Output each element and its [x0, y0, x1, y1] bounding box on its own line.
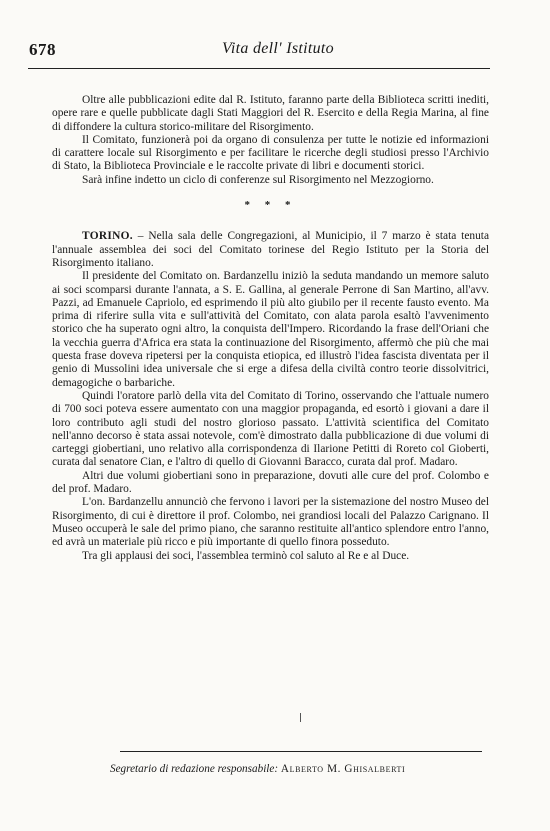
page-footer: [110, 763, 405, 775]
paragraph-museo: L'on. Bardanzellu annunciò che fervono i lavori per la sistemazione del nostro Museo del Risorgimento, di cui è direttore il prof. Colombo, nei grandiosi locali del Palazzo Carignano. Il Museo occuperà le sale del primo piano, che saranno restituite all'antico splendore entro l'anno, ed avrà un materiale più ricco e più importante di quello finora posseduto.: [52, 496, 489, 549]
paragraph-oratore: Quindi l'oratore parlò della vita del Comitato di Torino, osservando che l'attuale numero di 700 soci poteva essere aumentato con una maggior propaganda, ed esortò i giovani a dare il loro contributo agli studi del nostro glorioso passato. L'attività scientifica del Comitato nell'anno decorso è stata assai notevole, com'è dimostrato dalla pubblicazione di due volumi di carteggi giobertiani, uno relativo alla corrispondenza di Ilarione Petitti di Roreto col Gioberti, curata dal senatore Cian, e l'altro di quello di Giovanni Baracco, curata dal prof. Madaro.: [52, 389, 489, 469]
footer-rule: [120, 751, 482, 752]
footer-label: Segretario di redazione responsabile:: [110, 763, 279, 775]
footer-name: Alberto M. Ghisalberti: [280, 763, 406, 775]
page-number: 678: [29, 40, 56, 59]
lead-text: – Nella sala delle Congregazioni, al Municipio, il 7 marzo è stata tenuta l'annuale assemblea dei soci del Comitato torinese del Regio Istituto per la Storia del Risorgimento italiano.: [52, 230, 489, 269]
running-title: Vita dell' Istituto: [222, 40, 334, 57]
printer-mark: [300, 713, 301, 722]
paragraph-comitato: Il Comitato, funzionerà poi da organo di consulenza per tutte le notizie ed informazioni di carattere locale sul Risorgimento e per facilitare le ricerche degli studiosi presso l'Archivio di Stato, la Biblioteca Provinciale e le raccolte private di libri e documenti storici.: [52, 133, 489, 173]
section-separator: * * *: [244, 199, 297, 212]
paragraph-conferenze: Sarà infine indetto un ciclo di conferenze sul Risorgimento nel Mezzogiorno.: [82, 173, 434, 186]
paragraph-presidente: Il presidente del Comitato on. Bardanzellu iniziò la seduta mandando un memore saluto ai soci scomparsi durante l'annata, a S. E. Gallina, al generale Perrone di San Martino, all'avv. Pazzi, ad Emanuele Capriolo, ed esprimendo il più alto giubilo per il recente fausto evento. Ma prima di riferire sulla vita e sull'attività del Comitato, con alata parola esaltò l'avvenimento storico che ha superato ogni altro, la conquista dell'Impero. Ricordando la frase dell'Oriani che la vecchia guerra d'Africa era stata la continuazione del Risorgimento, affermò che più che mai questa frase doveva ripetersi per la conquista etiopica, ed illustrò l'idea fascista diventata per il genio di Mussolini idea universale che si erge a difesa della civiltà contro teorie dissolvitrici, demagogiche o barbariche.: [52, 270, 489, 389]
page-header: [0, 40, 550, 60]
paragraph-torino-lead: [52, 230, 489, 270]
paragraph-conclusione: Tra gli applausi dei soci, l'assemblea terminò col saluto al Re e al Duce.: [82, 549, 410, 562]
paragraph-biblioteca: Oltre alle pubblicazioni edite dal R. Istituto, faranno parte della Biblioteca scritti inediti, opere rare e quelle pubblicate dagli Stati Maggiori del R. Esercito e della Regia Marina, al fine di diffondere la cultura storico-militare del Risorgimento.: [52, 94, 489, 133]
header-rule: [28, 68, 490, 69]
city-heading: TORINO.: [82, 230, 133, 243]
paragraph-volumi: Altri due volumi giobertiani sono in preparazione, dovuti alle cure del prof. Colombo e del prof. Madaro.: [52, 469, 489, 496]
page-body: [52, 94, 489, 563]
